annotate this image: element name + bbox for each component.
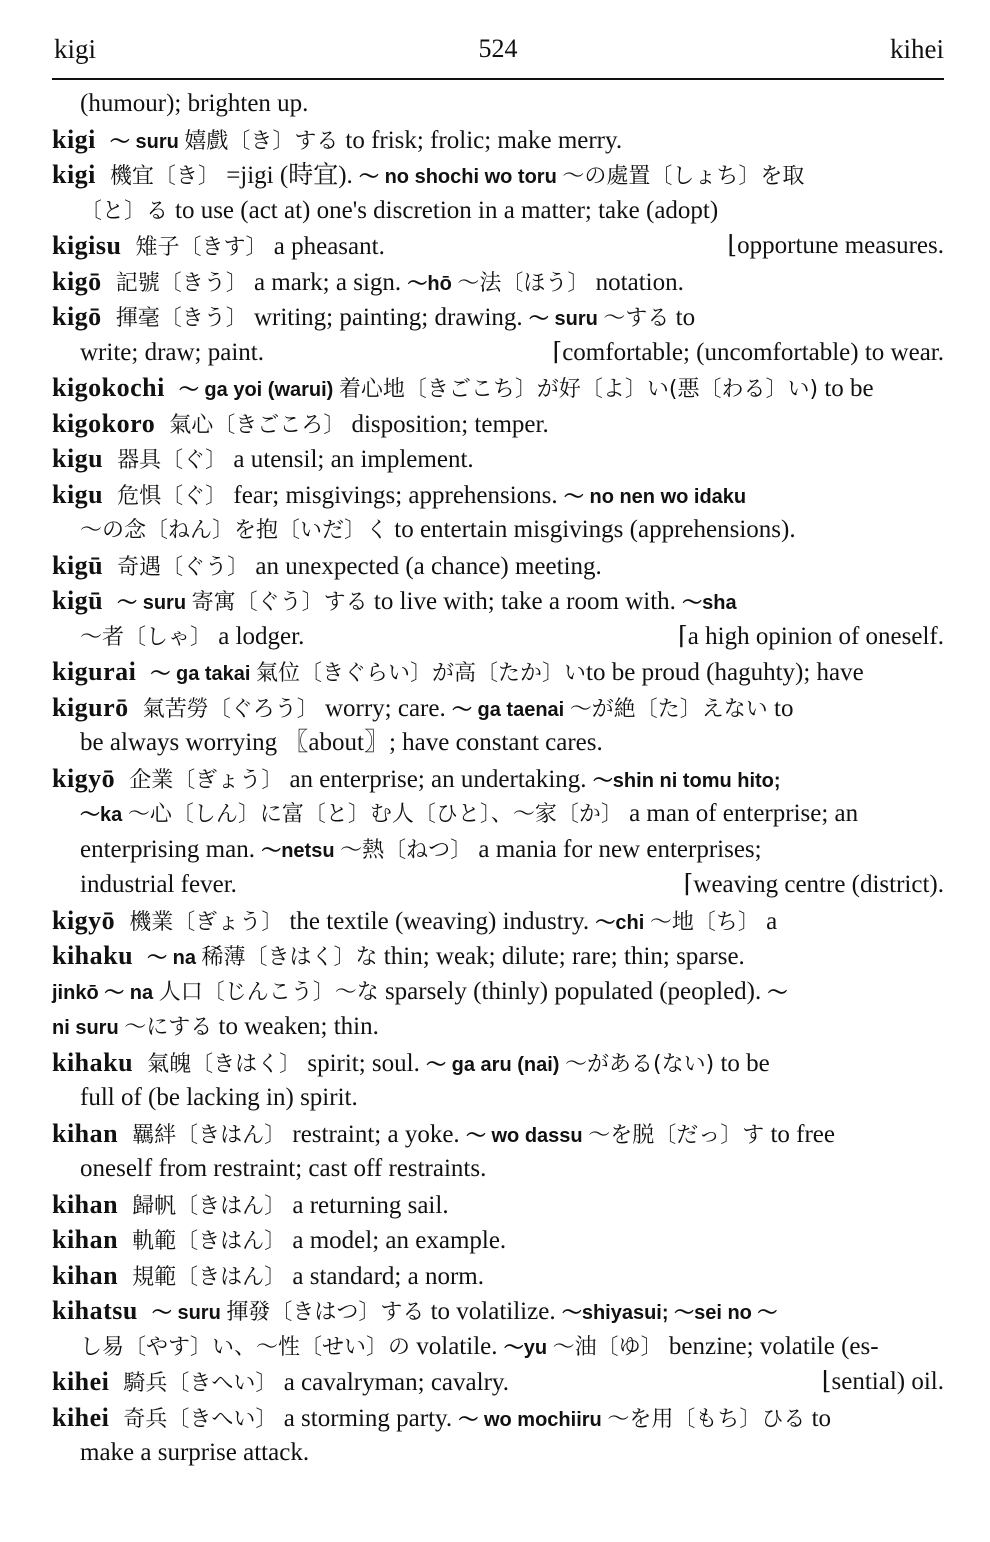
dictionary-line: [52, 1329, 944, 1365]
english-gloss: a storming party.: [277, 1404, 459, 1432]
dictionary-line: [52, 512, 944, 548]
entry-headword: kihei: [52, 1402, 110, 1432]
english-gloss: to frisk; frolic; make merry.: [345, 126, 623, 154]
dictionary-line: [52, 867, 944, 903]
entry-headword: kigi: [52, 160, 96, 189]
dictionary-line: [52, 1080, 944, 1116]
japanese-text: 揮毫〔きう〕: [115, 306, 248, 331]
japanese-text: ～を脱〔だっ〕す: [588, 1122, 765, 1148]
japanese-text: ～熱〔ねつ〕: [340, 837, 473, 863]
dictionary-line: [52, 1364, 944, 1400]
entry-headword: kigu: [52, 479, 104, 509]
romaji-phrase: ～ ga takai: [150, 663, 257, 685]
japanese-text: 歸帆〔きはん〕: [132, 1193, 287, 1219]
entry-headword: kihatsu: [52, 1296, 138, 1325]
romaji-phrase: ～ no shochi wo toru: [359, 166, 563, 188]
romaji-phrase: ～netsu: [261, 839, 341, 862]
english-gloss: to weaken; thin.: [212, 1013, 379, 1040]
english-gloss: sparsely (thinly) populated (peopled).: [378, 977, 768, 1005]
english-gloss: to be: [818, 375, 874, 402]
japanese-text: ～の處置〔しょち〕を取: [562, 164, 805, 189]
entry-headword: kigō: [52, 266, 102, 296]
dictionary-line: [52, 86, 944, 122]
runover-continuation: ⌈weaving centre (district).: [683, 871, 944, 898]
entry-headword: kigū: [52, 550, 104, 580]
dictionary-line: [52, 157, 944, 193]
dictionary-line: [52, 193, 944, 229]
japanese-text: 氣苦勞〔ぐろう〕: [142, 696, 319, 722]
english-gloss: thin; weak; dilute; rare; thin; sparse.: [377, 943, 745, 970]
romaji-phrase: ～ka: [80, 804, 128, 826]
dictionary-line: [52, 1258, 944, 1294]
runover-continuation: ⌊opportune measures.: [727, 232, 944, 259]
romaji-phrase: ～shiyasui; ～sei no ～: [561, 1302, 778, 1324]
japanese-text: 危惧〔ぐ〕: [117, 483, 228, 509]
japanese-text: 氣魄〔きはく〕: [147, 1051, 302, 1077]
entry-headword: kihan: [52, 1260, 119, 1290]
header-first-word: kigi: [54, 34, 97, 64]
english-gloss: to live with; take a room with.: [367, 588, 683, 615]
english-gloss: a mania for new enterprises;: [472, 835, 762, 863]
japanese-text: ～心〔しん〕に富〔と〕む人〔ひと〕、～家〔か〕: [127, 802, 623, 827]
english-gloss: to be proud (haguhty); have: [586, 659, 864, 686]
japanese-text: 規範〔きはん〕: [132, 1264, 287, 1290]
romaji-phrase: ～ ga taenai: [451, 698, 570, 721]
japanese-text: 記號〔きう〕: [115, 270, 248, 296]
entry-headword: kigu: [52, 444, 104, 473]
romaji-phrase: ～ wo mochiiru: [458, 1408, 608, 1431]
english-gloss: a returning sail.: [286, 1191, 449, 1219]
dictionary-line: [52, 122, 944, 158]
dictionary-line: [52, 1187, 944, 1223]
english-gloss: disposition; temper.: [345, 410, 549, 438]
entry-headword: kihei: [52, 1367, 110, 1396]
entry-headword: kigi: [52, 124, 96, 154]
japanese-text: ～地〔ち〕: [649, 909, 760, 935]
romaji-phrase: ～ wo dassu: [465, 1124, 589, 1147]
romaji-phrase: ～chi: [595, 911, 650, 934]
japanese-text: し易〔やす〕い、～性〔せい〕の: [80, 1334, 411, 1360]
japanese-text: 企業〔ぎょう〕: [129, 767, 284, 793]
japanese-text: ～油〔ゆ〕: [552, 1334, 663, 1360]
english-gloss: a man of enterprise; an: [622, 800, 859, 827]
entry-headword: kigurō: [52, 692, 129, 722]
dictionary-line: [52, 1045, 944, 1081]
english-gloss: fear; misgivings; apprehensions.: [227, 481, 564, 509]
english-gloss: a cavalryman; cavalry.: [277, 1369, 510, 1396]
dictionary-line: [52, 583, 944, 619]
japanese-text: 羈絆〔きはん〕: [132, 1122, 287, 1148]
romaji-phrase: ～ ga yoi (warui): [178, 379, 339, 401]
dictionary-line: [52, 974, 944, 1010]
entry-headword: kihan: [52, 1225, 119, 1254]
english-gloss: industrial fever.: [80, 871, 237, 898]
japanese-text: 着心地〔きごこち〕が好〔よ〕い(悪〔わる〕い): [338, 377, 819, 402]
entry-headword: kigyō: [52, 905, 116, 935]
entry-headword: kigokoro: [52, 408, 156, 438]
dictionary-line: [52, 938, 944, 974]
japanese-text: 軌範〔きはん〕: [132, 1229, 287, 1254]
english-gloss: enterprising man.: [80, 835, 262, 863]
japanese-text: 奇兵〔きへい〕: [123, 1406, 278, 1432]
dictionary-line: [52, 1116, 944, 1152]
dictionary-line: [52, 1400, 944, 1436]
romaji-phrase: ni suru: [52, 1017, 125, 1039]
english-gloss: be always worrying 〖about〗; have constant cares.: [80, 729, 603, 756]
dictionary-line: [52, 1222, 944, 1258]
entry-headword: kigū: [52, 586, 104, 615]
dictionary-line: [52, 832, 944, 868]
romaji-phrase: ～sha: [682, 592, 737, 614]
romaji-phrase: ～ suru: [151, 1302, 227, 1324]
dictionary-line: [52, 1293, 944, 1329]
english-gloss: to: [805, 1404, 832, 1432]
header-last-word: kihei: [890, 34, 944, 64]
english-gloss: the textile (weaving) industry.: [283, 907, 596, 935]
entry-headword: kigyō: [52, 763, 116, 793]
romaji-phrase: ～ ga aru (nai): [426, 1053, 566, 1076]
romaji-phrase: ～ suru: [109, 130, 185, 153]
english-gloss: a model; an example.: [286, 1227, 507, 1254]
dictionary-line: [52, 299, 944, 335]
dictionary-line: [52, 370, 944, 406]
english-gloss: a: [759, 907, 778, 935]
entry-headword: kigō: [52, 302, 102, 331]
japanese-text: ～にする: [124, 1015, 213, 1040]
romaji-phrase: ～ suru: [528, 308, 604, 330]
runover-continuation: ⌊sential) oil.: [821, 1368, 944, 1395]
english-gloss: full of (be lacking in) spirit.: [80, 1084, 358, 1111]
romaji-phrase: ～ suru: [117, 592, 192, 614]
japanese-text: 騎兵〔きへい〕: [123, 1371, 278, 1396]
english-gloss: writing; painting; drawing.: [247, 304, 529, 331]
english-gloss: volatile.: [410, 1332, 504, 1360]
dictionary-line: [52, 1151, 944, 1187]
dictionary-line: [52, 228, 944, 264]
japanese-text: 奇遇〔ぐう〕: [117, 554, 250, 580]
romaji-phrase: ～yu: [503, 1336, 553, 1359]
entry-headword: kihan: [52, 1118, 119, 1148]
english-gloss: to: [767, 694, 794, 722]
japanese-text: 機宜〔き〕: [109, 164, 220, 189]
japanese-text: 氣位〔きぐらい〕が高〔たか〕い: [256, 661, 587, 686]
japanese-text: ～する: [603, 306, 670, 331]
romaji-phrase: ～ na: [147, 947, 202, 969]
japanese-text: 〔と〕る: [80, 198, 175, 224]
english-gloss: an enterprise; an undertaking.: [283, 765, 593, 793]
japanese-text: ～の念〔ねん〕を抱〔いだ〕く: [80, 518, 389, 543]
japanese-text: 氣心〔きごころ〕: [169, 412, 346, 438]
japanese-text: ～が絶〔た〕えない: [569, 696, 768, 722]
dictionary-line: [52, 619, 944, 655]
entry-headword: kihaku: [52, 1047, 134, 1077]
page-number: 524: [478, 34, 518, 63]
dictionary-line: [52, 406, 944, 442]
english-gloss: restraint; a yoke.: [286, 1120, 466, 1148]
page-header: [52, 30, 944, 80]
japanese-text: 機業〔ぎょう〕: [129, 909, 284, 935]
english-gloss: make a surprise attack.: [80, 1439, 310, 1466]
romaji-phrase: jinkō ～ na: [52, 981, 159, 1004]
japanese-text: ～を用〔もち〕ひる: [607, 1406, 806, 1432]
dictionary-body: [52, 86, 944, 1471]
english-gloss: write; draw; paint.: [80, 338, 264, 366]
english-gloss: worry; care.: [318, 694, 452, 722]
dictionary-line: [52, 441, 944, 477]
dictionary-line: [52, 903, 944, 939]
japanese-text: ～者〔しゃ〕: [80, 624, 213, 650]
english-gloss: a utensil; an implement.: [227, 446, 474, 473]
english-gloss: to entertain misgivings (apprehensions).: [388, 516, 796, 543]
japanese-text: ～がある(ない): [565, 1051, 715, 1077]
entry-headword: kigisu: [52, 231, 122, 260]
english-gloss: a pheasant.: [267, 233, 385, 260]
dictionary-line: [52, 690, 944, 726]
japanese-text: 雉子〔きす〕: [135, 235, 268, 260]
entry-headword: kigurai: [52, 657, 137, 686]
japanese-text: 揮發〔きはつ〕する: [226, 1300, 425, 1325]
japanese-text: ～法〔ほう〕: [457, 270, 590, 296]
dictionary-line: [52, 796, 944, 832]
english-gloss: (humour); brighten up.: [80, 90, 309, 117]
english-gloss: an unexpected (a chance) meeting.: [249, 552, 602, 580]
english-gloss: notation.: [589, 268, 684, 296]
dictionary-line: [52, 725, 944, 761]
english-gloss: a mark; a sign.: [247, 268, 408, 296]
dictionary-line: [52, 264, 944, 300]
english-gloss: a standard; a norm.: [286, 1262, 484, 1290]
english-gloss: a lodger.: [212, 622, 305, 650]
english-gloss: oneself from restraint; cast off restraints.: [80, 1155, 487, 1182]
japanese-text: 稀薄〔きはく〕な: [201, 945, 378, 970]
romaji-phrase: ～hō: [407, 272, 458, 295]
romaji-phrase: ～: [767, 981, 788, 1004]
japanese-text: 器具〔ぐ〕: [117, 448, 228, 473]
english-gloss: =jigi (時宜).: [219, 162, 360, 189]
japanese-text: 嬉戲〔き〕する: [184, 128, 346, 154]
runover-continuation: ⌈a high opinion of oneself.: [678, 622, 944, 650]
dictionary-line: [52, 477, 944, 513]
dictionary-line: [52, 1435, 944, 1471]
romaji-phrase: ～shin ni tomu hito;: [592, 769, 781, 792]
dictionary-line: [52, 761, 944, 797]
dictionary-line: [52, 654, 944, 690]
romaji-phrase: ～ no nen wo idaku: [563, 485, 747, 508]
runover-continuation: ⌈comfortable; (uncomfortable) to wear.: [552, 338, 944, 366]
entry-headword: kihan: [52, 1189, 119, 1219]
english-gloss: benzine; volatile (es-: [662, 1332, 879, 1360]
dictionary-line: [52, 548, 944, 584]
english-gloss: to volatilize.: [424, 1298, 562, 1325]
dictionary-line: [52, 1009, 944, 1045]
entry-headword: kigokochi: [52, 373, 165, 402]
english-gloss: spirit; soul.: [301, 1049, 427, 1077]
japanese-text: 人口〔じんこう〕～な: [158, 979, 379, 1005]
entry-headword: kihaku: [52, 941, 134, 970]
english-gloss: to use (act at) one's discretion in a matter; take (adopt): [175, 196, 719, 224]
english-gloss: to free: [764, 1120, 835, 1148]
english-gloss: to be: [714, 1049, 770, 1077]
japanese-text: 寄寓〔ぐう〕する: [191, 590, 368, 615]
dictionary-line: [52, 335, 944, 371]
english-gloss: to: [669, 304, 696, 331]
